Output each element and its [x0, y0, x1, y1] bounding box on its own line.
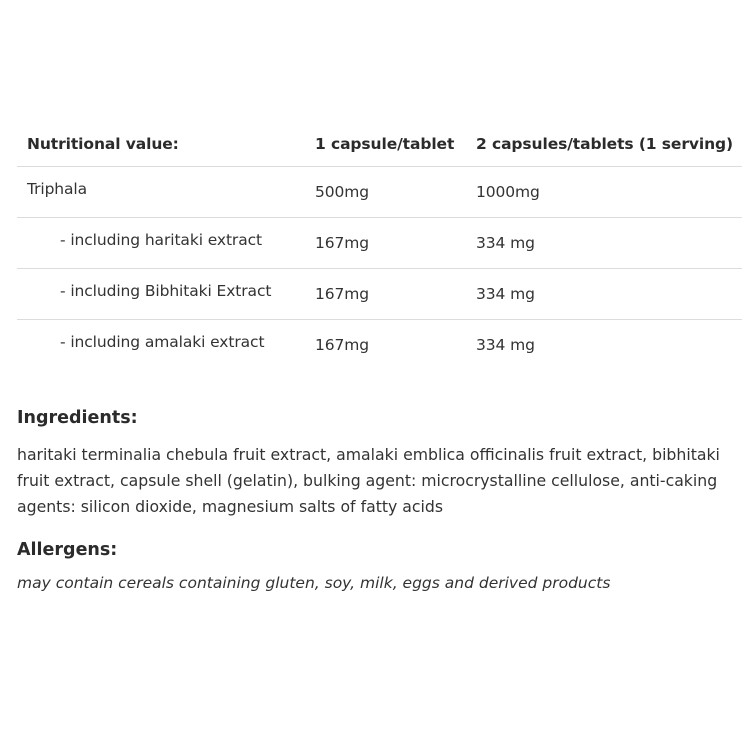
- row-name-cell: [17, 218, 305, 269]
- row-per-serving: 334 mg: [466, 269, 742, 320]
- row-per-capsule: 167mg: [305, 218, 466, 269]
- ingredients-text: haritaki terminalia chebula fruit extract, amalaki emblica officinalis fruit extract, bibhitaki fruit extract, capsule shell (gelatin), bulking agent: microcrystalline cellulose, anti-caking agents: silicon dioxide, magnesium salts of fatty acids: [17, 445, 720, 516]
- allergens-text: may contain cereals containing gluten, soy, milk, eggs and derived products: [17, 574, 611, 592]
- header-per-serving: 2 capsules/tablets (1 serving): [466, 121, 742, 167]
- row-name-cell: [17, 269, 305, 320]
- row-name-cell: [17, 167, 305, 218]
- row-name: Triphala: [27, 180, 88, 198]
- row-per-capsule: 167mg: [305, 269, 466, 320]
- table-header-row: [17, 121, 742, 167]
- row-per-serving: 1000mg: [466, 167, 742, 218]
- table-row: [17, 269, 742, 320]
- row-name: - including haritaki extract: [60, 231, 263, 249]
- row-per-capsule: 167mg: [315, 336, 370, 354]
- row-name-cell: [17, 320, 305, 371]
- row-per-capsule: 500mg: [305, 167, 466, 218]
- row-per-serving: 334 mg: [476, 336, 535, 354]
- table-row: [17, 320, 742, 371]
- nutrition-table: [17, 121, 742, 370]
- row-name: - including amalaki extract: [60, 333, 265, 351]
- row-name: - including Bibhitaki Extract: [60, 282, 272, 300]
- header-nutritional-value: Nutritional value:: [17, 121, 305, 167]
- ingredients-heading: Ingredients:: [17, 408, 138, 428]
- product-info: [17, 121, 742, 592]
- table-row: [17, 218, 742, 269]
- row-per-serving: 334 mg: [466, 218, 742, 269]
- allergens-heading: Allergens:: [17, 540, 118, 560]
- table-row: [17, 167, 742, 218]
- header-per-capsule: 1 capsule/tablet: [305, 121, 466, 167]
